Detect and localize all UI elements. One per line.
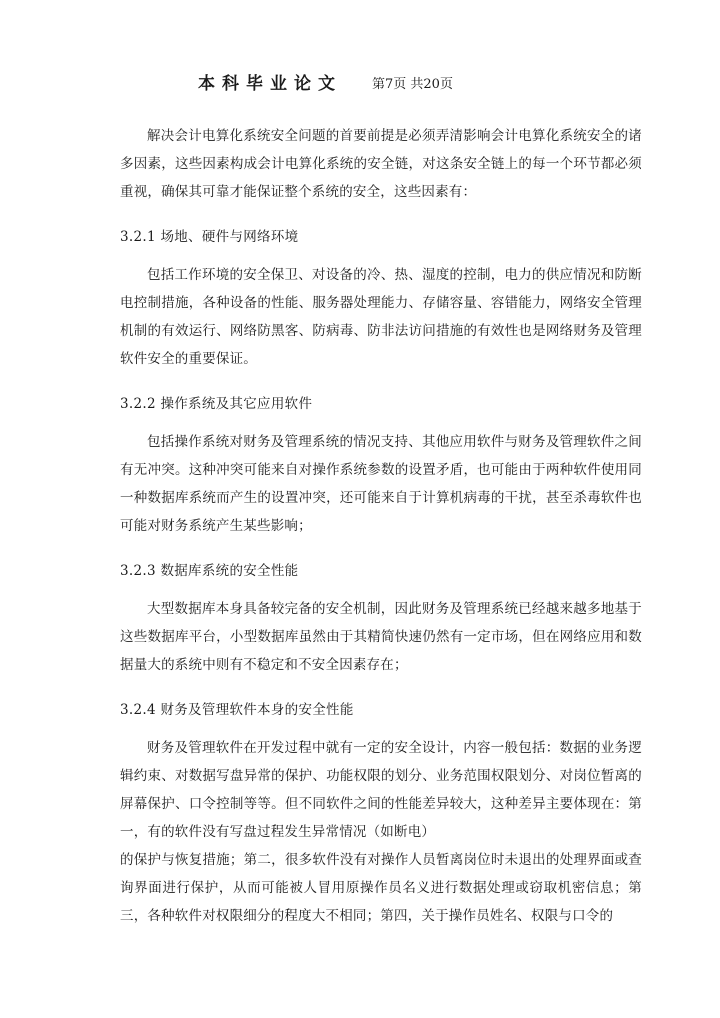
section-heading-3-2-1: 3.2.1 场地、硬件与网络环境 <box>120 229 299 245</box>
section-3-2-1-paragraph: 包括工作环境的安全保卫、对设备的冷、热、湿度的控制，电力的供应情况和防断电控制措施，各种设备的性能、服务器处理能力、存储容量、容错能力，网络安全管理机制的有效运行、网络防黑客、防病毒、防非法访问措施的有效性也是网络财务及管理软件安全的重要保证。 <box>120 267 642 367</box>
section-3-2-3-paragraph: 大型数据库本身具备较完备的安全机制，因此财务及管理系统已经越来越多地基于这些数据库平台，小型数据库虽然由于其精简快速仍然有一定市场，但在网络应用和数据量大的系统中则有不稳定和不安全因素存在； <box>120 601 642 673</box>
page-header <box>0 72 720 100</box>
page-number: 第7页 共20页 <box>372 77 453 92</box>
section-heading-3-2-2: 3.2.2 操作系统及其它应用软件 <box>120 396 313 412</box>
section-heading-3-2-4: 3.2.4 财务及管理软件本身的安全性能 <box>120 702 354 718</box>
section-heading-3-2-3: 3.2.3 数据库系统的安全性能 <box>120 563 299 579</box>
section-3-2-4-continuation: 的保护与恢复措施；第二，很多软件没有对操作人员暂离岗位时未退出的处理界面或查询界面进行保护，从而可能被人冒用原操作员名义进行数据处理或窃取机密信息；第三，各种软件对权限细分的程度大不相同；第四，关于操作员姓名、权限与口令的 <box>120 852 642 924</box>
body-text <box>120 122 642 930</box>
section-3-2-4-paragraph: 财务及管理软件在开发过程中就有一定的安全设计，内容一般包括：数据的业务逻辑约束、对数据写盘异常的保护、功能权限的划分、业务范围权限划分、对岗位暂离的屏幕保护、口令控制等等。但不同软件之间的性能差异较大，这种差异主要体现在：第一，有的软件没有写盘过程发生异常情况（如断电） <box>120 740 642 840</box>
section-3-2-2-paragraph: 包括操作系统对财务及管理系统的情况支持、其他应用软件与财务及管理软件之间有无冲突。这种冲突可能来自对操作系统参数的设置矛盾，也可能由于两种软件使用同一种数据库系统而产生的设置冲突，还可能来自于计算机病毒的干扰，甚至杀毒软件也可能对财务系统产生某些影响； <box>120 434 642 534</box>
thesis-title: 本科毕业论文 <box>198 74 342 94</box>
intro-paragraph: 解决会计电算化系统安全问题的首要前提是必须弄清影响会计电算化系统安全的诸多因素，这些因素构成会计电算化系统的安全链，对这条安全链上的每一个环节都必须重视，确保其可靠才能保证整个系统的安全，这些因素有： <box>120 128 642 200</box>
